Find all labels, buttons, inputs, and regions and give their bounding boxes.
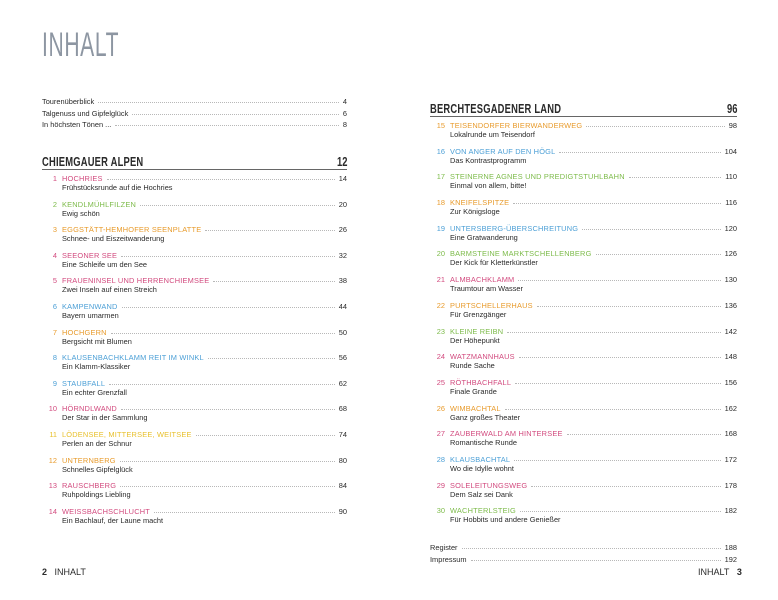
leader-dots (514, 460, 720, 461)
entry-page: 168 (724, 429, 737, 439)
entry-subtitle: Dem Salz sei Dank (450, 489, 513, 499)
entry-page: 74 (338, 430, 347, 439)
toc-entry[interactable] (42, 251, 347, 277)
entry-head (430, 224, 737, 233)
entry-subtitle: Ewig schön (62, 208, 100, 218)
entry-number: 19 (436, 223, 445, 233)
entry-subtitle: Ein Klamm-Klassiker (62, 362, 131, 372)
entry-title: KLEINE REIBN (450, 326, 504, 336)
toc-page: 8 (342, 120, 347, 130)
leader-dots (462, 548, 721, 549)
entry-number: 18 (436, 198, 445, 208)
entry-title: RÖTHBACHFALL (450, 377, 512, 387)
toc-entry[interactable] (430, 147, 737, 173)
entry-number: 26 (436, 403, 445, 413)
footer-label: INHALT (54, 567, 86, 577)
leader-dots (213, 281, 334, 282)
entry-number: 20 (436, 249, 445, 259)
entry-head (430, 172, 737, 181)
entry-subtitle: Für Hobbits und andere Genießer (450, 515, 561, 525)
entry-subtitle: Bergsicht mit Blumen (62, 336, 132, 346)
entry-title: SOLELEITUNGSWEG (450, 480, 528, 490)
entry-number: 11 (49, 430, 57, 439)
entry-number: 6 (52, 302, 57, 312)
entry-number: 29 (436, 480, 445, 490)
entry-head (430, 198, 737, 207)
entry-subtitle: Eine Gratwanderung (450, 232, 518, 242)
entry-title: WACHTERLSTEIG (450, 506, 516, 516)
entry-title: VON ANGER AUF DEN HÖGL (450, 146, 556, 156)
entry-head (430, 147, 737, 156)
section-title: CHIEMGAUER ALPEN (42, 154, 144, 170)
leader-dots (154, 512, 335, 513)
leader-dots (122, 307, 335, 308)
entry-head (42, 276, 347, 285)
entry-subtitle: Ein Bachlauf, der Laune macht (62, 515, 164, 525)
misc-list (42, 97, 347, 132)
entry-head (430, 429, 737, 438)
page-title: INHALT (42, 26, 120, 64)
entry-number: 27 (436, 429, 445, 439)
toc-page: 192 (724, 554, 737, 564)
leader-dots (121, 409, 335, 410)
toc-entry[interactable] (430, 301, 737, 327)
entry-page: 110 (725, 172, 737, 182)
right-column (430, 101, 737, 566)
entry-subtitle: Traumtour am Wasser (450, 284, 523, 294)
entry-subtitle: Lokalrunde um Teisendorf (450, 130, 535, 139)
toc-entry[interactable] (430, 249, 737, 275)
entry-head (42, 200, 347, 209)
entry-page: 62 (338, 378, 347, 388)
toc-page: 6 (342, 108, 347, 118)
toc-entry[interactable] (430, 378, 737, 404)
entry-subtitle: Romantische Runde (450, 438, 517, 448)
entry-subtitle: Einmal von allem, bitte! (450, 181, 527, 191)
toc-entry[interactable] (430, 327, 737, 353)
entry-page: 178 (724, 480, 737, 490)
toc-entry[interactable] (42, 507, 347, 533)
toc-row[interactable] (42, 109, 347, 121)
section-header (430, 101, 737, 117)
entry-number: 17 (436, 172, 445, 182)
toc-label: In höchsten Tönen ... (42, 120, 112, 130)
leader-dots (518, 280, 720, 281)
toc-entry[interactable] (42, 481, 347, 507)
entry-subtitle: Der Star in der Sammlung (62, 413, 148, 423)
entry-number: 3 (52, 225, 57, 235)
entry-subtitle: Ganz großes Theater (450, 412, 521, 422)
toc-entry[interactable] (430, 429, 737, 455)
entry-number: 4 (52, 250, 57, 260)
entry-subtitle: Zur Königsloge (450, 207, 500, 217)
entry-head (430, 378, 737, 387)
entry-title: HÖRNDLWAND (62, 404, 117, 414)
toc-entry[interactable] (430, 198, 737, 224)
entry-number: 24 (436, 352, 445, 362)
section-page: 12 (336, 154, 347, 170)
leader-dots (513, 203, 721, 204)
entry-title: RAUSCHBERG (62, 481, 117, 491)
leader-dots (531, 486, 720, 487)
entry-head (430, 352, 737, 361)
toc-page: 4 (342, 97, 347, 106)
leader-dots (515, 383, 721, 384)
entry-number: 2 (52, 199, 57, 209)
entry-page: 38 (338, 276, 347, 286)
entry-number: 14 (48, 506, 57, 516)
entry-subtitle: Ein echter Grenzfall (62, 387, 127, 397)
leader-dots (107, 179, 335, 180)
entry-number: 23 (436, 326, 445, 336)
entry-page: 136 (724, 300, 737, 310)
entry-page: 32 (338, 250, 347, 260)
entry-page: 104 (724, 146, 737, 156)
entry-head (42, 481, 347, 490)
entry-number: 5 (52, 276, 57, 286)
leader-dots (567, 434, 721, 435)
entry-subtitle: Finale Grande (450, 386, 497, 396)
toc-entry[interactable] (430, 121, 737, 147)
entry-head (430, 327, 737, 336)
toc-entry[interactable] (430, 352, 737, 378)
leader-dots (519, 357, 721, 358)
entry-title: ZAUBERWALD AM HINTERSEE (450, 429, 563, 439)
entry-title: STEINERNE AGNES UND PREDIGTSTUHLBAHN (450, 172, 625, 182)
entry-title: FRAUENINSEL UND HERRENCHIEMSEE (62, 276, 210, 286)
entry-head (430, 404, 737, 413)
entry-page: 80 (338, 455, 347, 465)
leader-dots (120, 486, 335, 487)
entry-subtitle: Für Grenzgänger (450, 309, 507, 319)
toc-entry[interactable] (42, 302, 347, 328)
entry-head (430, 455, 737, 464)
entry-number: 25 (436, 377, 445, 387)
entry-title: HOCHRIES (62, 174, 103, 184)
entry-title: LÖDENSEE, MITTERSEE, WEITSEE (62, 430, 192, 439)
entry-page: 148 (724, 352, 737, 362)
entry-subtitle: Der Höhepunkt (450, 335, 500, 345)
toc-entry[interactable] (430, 172, 737, 198)
entry-head (42, 456, 347, 465)
leader-dots (120, 461, 335, 462)
toc-row[interactable] (430, 555, 737, 567)
toc-label: Impressum (430, 554, 467, 564)
entry-number: 12 (48, 455, 57, 465)
entry-page: 44 (338, 302, 347, 312)
toc-entry[interactable] (42, 379, 347, 405)
leader-dots (537, 306, 721, 307)
toc-entry[interactable] (42, 225, 347, 251)
entry-page: 20 (338, 199, 347, 209)
entry-number: 30 (436, 506, 445, 516)
entry-page: 50 (338, 327, 347, 337)
entry-title: WIMBACHTAL (450, 403, 501, 413)
toc-row[interactable] (42, 120, 347, 132)
entry-title: WATZMANNHAUS (450, 352, 515, 362)
toc-entry[interactable] (430, 481, 737, 507)
entry-page: 156 (724, 377, 737, 387)
toc-label: Talgenuss und Gipfelglück (42, 108, 129, 118)
section-page: 96 (726, 101, 737, 116)
leader-dots (109, 384, 335, 385)
leader-dots (196, 435, 335, 436)
leader-dots (208, 358, 335, 359)
toc-entry[interactable] (42, 456, 347, 482)
entry-page: 56 (338, 353, 347, 363)
toc-entry[interactable] (42, 404, 347, 430)
toc-entry[interactable] (430, 506, 737, 532)
entry-page: 126 (724, 249, 737, 259)
toc-entry[interactable] (42, 328, 347, 354)
entry-title: KLAUSENBACHKLAMM REIT IM WINKL (62, 353, 204, 363)
entry-page: 98 (728, 121, 737, 130)
entry-number: 9 (52, 378, 57, 388)
toc-entry[interactable] (430, 224, 737, 250)
entry-page: 84 (338, 481, 347, 491)
entry-title: EGGSTÄTT-HEMHOFER SEENPLATTE (62, 225, 202, 235)
entry-number: 10 (48, 404, 57, 414)
entry-number: 21 (436, 275, 445, 285)
toc-entry[interactable] (42, 200, 347, 226)
entry-head (42, 328, 347, 337)
entry-head (42, 379, 347, 388)
toc-page: 188 (724, 543, 737, 552)
leader-dots (629, 177, 721, 178)
entry-head (430, 301, 737, 310)
page-number: 3 (736, 567, 742, 577)
entry-head (430, 506, 737, 515)
entry-list (42, 174, 347, 532)
entry-subtitle: Perlen an der Schnur (62, 439, 132, 448)
entry-subtitle: Wo die Idylle wohnt (450, 463, 514, 473)
left-column (42, 97, 347, 532)
entry-number: 1 (52, 174, 57, 184)
leader-dots (520, 511, 721, 512)
toc-entry[interactable] (430, 275, 737, 301)
entry-page: 142 (724, 326, 737, 336)
entry-title: WEISSBACHSCHLUCHT (62, 506, 150, 516)
leader-dots (115, 125, 339, 126)
leader-dots (596, 254, 721, 255)
section-header (42, 154, 347, 170)
toc-label: Register (430, 543, 458, 552)
entry-head (42, 404, 347, 413)
toc-row[interactable] (42, 97, 347, 109)
entry-number: 13 (48, 481, 57, 491)
entry-page: 120 (724, 223, 737, 233)
leader-dots (205, 230, 334, 231)
entry-page: 182 (724, 506, 737, 516)
toc-label: Tourenüberblick (42, 97, 95, 106)
entry-number: 8 (52, 353, 57, 363)
page-number: 2 (42, 567, 48, 577)
entry-number: 28 (436, 454, 445, 464)
entry-head (430, 249, 737, 258)
entry-subtitle: Frühstücksrunde auf die Hochries (62, 183, 173, 193)
entry-page: 116 (725, 198, 737, 208)
entry-page: 90 (338, 506, 347, 516)
misc-list (430, 543, 737, 566)
entry-number: 7 (52, 327, 57, 337)
entry-title: BARMSTEINE MARKTSCHELLENBERG (450, 249, 592, 259)
entry-title: TEISENDORFER BIERWANDERWEG (450, 121, 583, 130)
entry-page: 162 (724, 403, 737, 413)
leader-dots (582, 229, 720, 230)
leader-dots (471, 560, 721, 561)
entry-head (42, 251, 347, 260)
leader-dots (586, 126, 724, 127)
leader-dots (121, 256, 335, 257)
entry-title: UNTERNBERG (62, 455, 116, 465)
leader-dots (111, 333, 335, 334)
entry-page: 172 (724, 454, 737, 464)
footer-left (42, 567, 86, 577)
entry-number: 16 (436, 146, 445, 156)
entry-subtitle: Bayern umarmen (62, 311, 119, 321)
entry-page: 68 (338, 404, 347, 414)
leader-dots (559, 152, 720, 153)
entry-title: UNTERSBERG-ÜBERSCHREITUNG (450, 223, 579, 233)
entry-head (42, 353, 347, 362)
toc-entry[interactable] (42, 276, 347, 302)
entry-head (42, 225, 347, 234)
entry-subtitle: Schnee- und Eiszeitwanderung (62, 234, 165, 244)
toc-row[interactable] (430, 543, 737, 555)
toc-entry[interactable] (430, 455, 737, 481)
entry-subtitle: Das Kontrastprogramm (450, 155, 527, 165)
entry-list (430, 121, 737, 532)
section-title: BERCHTESGADENER LAND (430, 101, 562, 116)
entry-head (430, 121, 737, 130)
footer-right (698, 567, 742, 577)
entry-head (430, 275, 737, 284)
entry-subtitle: Runde Sache (450, 361, 495, 371)
entry-subtitle: Schnelles Gipfelglück (62, 464, 133, 474)
leader-dots (505, 409, 721, 410)
entry-page: 26 (338, 225, 347, 235)
entry-head (42, 174, 347, 183)
toc-entry[interactable] (42, 353, 347, 379)
entry-title: HOCHGERN (62, 327, 107, 337)
entry-head (42, 430, 347, 439)
entry-head (42, 302, 347, 311)
entry-title: KNEIFELSPITZE (450, 198, 510, 208)
toc-entry[interactable] (42, 430, 347, 456)
entry-number: 22 (436, 300, 445, 310)
entry-head (430, 481, 737, 490)
leader-dots (140, 205, 335, 206)
entry-title: ALMBACHKLAMM (450, 275, 515, 285)
entry-page: 14 (338, 174, 347, 184)
entry-subtitle: Zwei Inseln auf einen Streich (62, 285, 157, 295)
toc-entry[interactable] (430, 404, 737, 430)
entry-title: PURTSCHELLERHAUS (450, 300, 533, 310)
leader-dots (132, 114, 339, 115)
entry-number: 15 (436, 121, 445, 130)
footer-label: INHALT (698, 567, 730, 577)
entry-title: KAMPENWAND (62, 302, 118, 312)
entry-subtitle: Der Kick für Kletterkünstler (450, 258, 538, 268)
entry-title: KLAUSBACHTAL (450, 454, 511, 464)
entry-head (42, 507, 347, 516)
entry-title: KENDLMÜHLFILZEN (62, 199, 137, 209)
entry-subtitle: Ruhpoldings Liebling (62, 490, 131, 500)
leader-dots (98, 102, 339, 103)
entry-title: SEEONER SEE (62, 250, 118, 260)
entry-subtitle: Eine Schleife um den See (62, 259, 148, 269)
toc-entry[interactable] (42, 174, 347, 200)
entry-title: STAUBFALL (62, 378, 106, 388)
entry-page: 130 (724, 275, 737, 285)
leader-dots (507, 332, 720, 333)
